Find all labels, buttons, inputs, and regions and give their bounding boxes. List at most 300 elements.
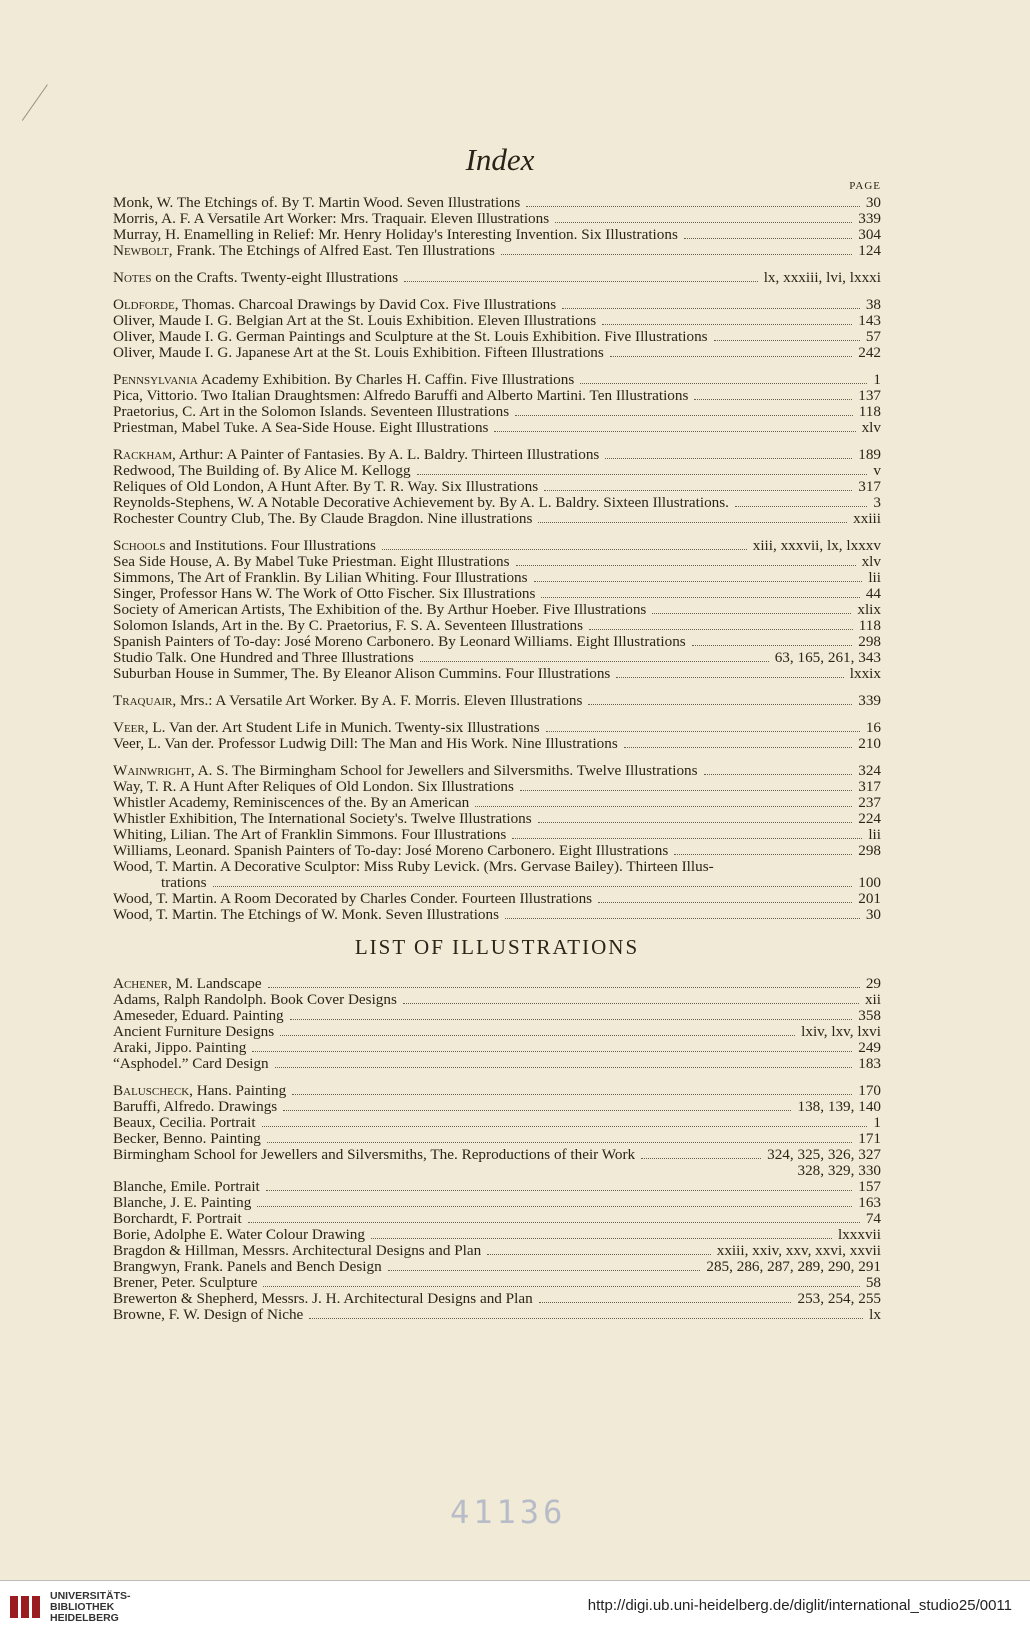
entry-row [113,1115,881,1131]
entry-page: lii [868,826,881,843]
dot-leader [290,1019,853,1020]
entry-group [113,297,881,361]
entry-title [113,479,538,495]
entry-title [113,843,668,859]
dot-leader [610,356,852,357]
entry-row [113,1024,881,1040]
entry-text: Spanish Painters of To-day: José Moreno Carbonero. By Leonard Williams. Eight Illustrations [113,634,686,650]
entry-title [113,495,729,511]
entry-row [113,1227,881,1243]
entry-row [113,372,881,388]
dot-leader [684,238,852,239]
entry-page: 242 [858,344,881,361]
entry-text: , Arthur: A Painter of Fantasies. By A. L. Baldry. Thirteen Illustrations [172,447,600,463]
dot-leader [694,399,852,400]
entry-row [113,270,881,286]
entry-page: lx [869,1305,881,1323]
entry-row [113,666,881,682]
dot-leader [275,1067,853,1068]
entry-title [113,618,583,634]
dot-leader [598,902,852,903]
entry-page: 44 [865,585,881,602]
dot-leader [309,1318,863,1319]
dot-leader [505,918,860,919]
entry-title [113,891,592,907]
entry-page: 74 [865,1209,881,1227]
entry-page: 324, 325, 326, 327 [767,1145,881,1163]
entry-title [113,388,688,404]
entry-row [113,1147,881,1163]
entry-title [113,602,646,618]
entry-row [113,1099,881,1115]
entry-text: , Hans. Painting [189,1082,287,1099]
dot-leader [562,308,860,309]
entry-title [113,779,514,795]
entry-page: 3 [873,494,881,511]
entry-group [113,195,881,259]
entry-group [113,538,881,682]
entry-page: 30 [865,194,881,211]
entry-text: Wood, T. Martin. A Decorative Sculptor: Miss Ruby Levick. (Mrs. Gervase Bailey). Thirteen Illus- [113,859,714,875]
dot-leader [268,987,860,988]
entry-row [113,907,881,923]
dot-leader [420,661,769,662]
dot-leader [403,1003,859,1004]
entry-row [113,329,881,345]
entry-title [113,404,509,420]
continuation-text: trations [161,873,207,891]
entry-row [113,891,881,907]
page-title: Index [465,142,535,177]
entry-row [113,1083,881,1099]
entry-page: 29 [865,974,881,992]
entry-title [113,1195,251,1211]
dot-leader [605,458,852,459]
entry-page: 16 [865,719,881,736]
entry-page: 1 [873,371,881,388]
entry-page: xlv [861,553,881,570]
entry-page: 201 [858,889,881,907]
entry-continuation [113,1163,881,1179]
dot-leader [283,1110,791,1111]
entry-title [113,763,698,779]
entry-text: , Frank. The Etchings of Alfred East. Ten Illustrations [168,243,495,259]
dot-leader [516,565,856,566]
entry-lead-word: Notes [113,270,152,286]
entry-row [113,1307,881,1323]
dot-leader [494,431,855,432]
entry-title [113,1131,261,1147]
entry-group [113,720,881,752]
entry-row [113,570,881,586]
dot-leader [602,324,852,325]
entry-text: Reynolds-Stephens, W. A Notable Decorative Achievement by. By A. L. Baldry. Sixteen Illustrations. [113,495,729,511]
entry-page: 298 [858,633,881,650]
entry-text: Wood, T. Martin. A Room Decorated by Charles Conder. Fourteen Illustrations [113,890,593,907]
entry-text: Beaux, Cecilia. Portrait [113,1114,256,1131]
entry-page: 138, 139, 140 [797,1097,881,1115]
entry-page: 171 [858,1129,881,1147]
entry-title [113,1275,257,1291]
entry-title [113,538,376,554]
entry-text: Araki, Jippo. Painting [113,1039,247,1056]
entry-text: Becker, Benno. Painting [113,1130,261,1147]
dot-leader [252,1051,852,1052]
entry-text: , A. S. The Birmingham School for Jewellers and Silversmiths. Twelve Illustrations [190,763,698,779]
entry-lead-word: Newbolt [113,243,169,259]
entry-title [113,1291,533,1307]
dot-leader [371,1238,832,1239]
illustrations-heading: LIST OF ILLUSTRATIONS [354,934,640,959]
entry-group [113,447,881,527]
entry-text: Brangwyn, Frank. Panels and Bench Design [113,1258,382,1275]
entry-title [113,795,469,811]
entry-row [113,1259,881,1275]
entry-page: 253, 254, 255 [797,1289,881,1307]
entry-title [113,554,510,570]
entry-row [113,992,881,1008]
entry-row [113,720,881,736]
entry-title [113,463,411,479]
entry-continuation [113,875,881,891]
dot-leader [616,677,843,678]
entry-text: Oliver, Maude I. G. German Paintings and Sculpture at the St. Louis Exhibition. Five Illustrations [113,329,708,345]
entry-row [113,554,881,570]
entry-page: 317 [858,778,881,795]
entry-title [113,1115,256,1131]
entry-row [113,650,881,666]
entry-group [113,976,881,1072]
entry-text: Sea Side House, A. By Mabel Tuke Priestman. Eight Illustrations [113,554,510,570]
dot-leader [544,490,852,491]
entry-text: Oliver, Maude I. G. Belgian Art at the St. Louis Exhibition. Eleven Illustrations [113,313,597,329]
entry-text: Whistler Exhibition, The International Society's. Twelve Illustrations [113,811,532,827]
entry-row [113,843,881,859]
entry-title [113,1147,635,1163]
entry-row [113,779,881,795]
entry-page: v [873,462,881,479]
dot-leader [714,340,860,341]
entry-page: 137 [858,387,881,404]
dot-leader [624,747,852,748]
entry-page: 143 [858,312,881,329]
entry-text: “Asphodel.” Card Design [113,1055,269,1072]
entry-row [113,447,881,463]
continuation-page: 100 [858,873,881,891]
dot-leader [388,1270,701,1271]
entry-title [113,720,540,736]
entry-text: Blanche, Emile. Portrait [113,1178,260,1195]
dot-leader [539,1302,792,1303]
entry-page: 118 [858,403,881,420]
dot-leader [538,822,853,823]
entry-text: Veer, L. Van der. Professor Ludwig Dill: The Man and His Work. Nine Illustrations [113,736,618,752]
entry-group [113,763,881,923]
entry-row [113,1056,881,1072]
entry-page: 339 [858,692,881,709]
entry-title [113,1179,260,1195]
dot-leader [404,281,758,282]
entry-title [113,1040,246,1056]
entry-text: Monk, W. The Etchings of. By T. Martin Wood. Seven Illustrations [113,195,521,211]
source-url[interactable]: http://digi.ub.uni-heidelberg.de/diglit/international_studio25/0011 [587,1597,1012,1614]
dot-leader [280,1035,795,1036]
dot-leader [538,522,847,523]
entry-row [113,1243,881,1259]
entry-row [113,297,881,313]
dot-leader [292,1094,852,1095]
entry-page: 317 [858,478,881,495]
entry-text: Browne, F. W. Design of Niche [113,1306,304,1323]
entry-title [113,1083,286,1099]
entry-page: 38 [865,296,881,313]
dot-leader [541,597,859,598]
entry-page: 249 [858,1038,881,1056]
entry-page: 304 [858,226,881,243]
entry-row [113,586,881,602]
library-line: HEIDELBERG [50,1612,119,1624]
dot-leader [641,1158,761,1159]
entry-row [113,345,881,361]
index-content [113,180,881,1334]
entry-page: 324 [858,762,881,779]
entry-text: Williams, Leonard. Spanish Painters of To-day: José Moreno Carbonero. Eight Illustrations [113,843,669,859]
entry-row [113,404,881,420]
entry-lead-word: Rackham [113,447,173,463]
index-list [113,195,881,923]
entry-title [113,243,495,259]
dot-leader [382,549,747,550]
entry-page: 285, 286, 287, 289, 290, 291 [706,1257,881,1275]
dot-leader [526,206,860,207]
entry-page: lii [868,569,881,586]
entry-row [113,1131,881,1147]
entry-page: 1 [873,1113,881,1131]
entry-title [113,1099,277,1115]
dot-leader [213,886,853,887]
entry-page: lxiv, lxv, lxvi [801,1022,881,1040]
entry-text: Academy Exhibition. By Charles H. Caffin. Five Illustrations [197,372,575,388]
entry-text: Solomon Islands, Art in the. By C. Praetorius, F. S. A. Seventeen Illustrations [113,618,584,634]
dot-leader [417,474,868,475]
entry-page: 58 [865,1273,881,1291]
entry-row [113,811,881,827]
pencil-mark [22,84,69,136]
entry-text: on the Crafts. Twenty-eight Illustrations [151,270,399,286]
entry-row [113,602,881,618]
library-line: UNIVERSITÄTS- [50,1590,131,1602]
entry-row [113,1211,881,1227]
entry-lead-word: Traquair [113,693,173,709]
entry-page: 358 [858,1006,881,1024]
dot-leader [266,1190,852,1191]
entry-lead-word: Oldforde [113,297,175,313]
entry-title [113,227,678,243]
entry-page: xxiii, xxiv, xxv, xxvi, xxvii [716,1241,881,1259]
continuation-page: 328, 329, 330 [797,1161,881,1179]
entry-title [113,1008,284,1024]
entry-page: 63, 165, 261, 343 [774,649,881,666]
library-line: BIBLIOTHEK [50,1601,115,1613]
entry-row [113,795,881,811]
entry-row [113,243,881,259]
entry-title [113,345,604,361]
entry-lead-word: Schools [113,538,166,554]
entry-title [113,859,714,875]
entry-title [113,420,488,436]
entry-row [113,313,881,329]
illustrations-list [113,976,881,1323]
entry-text: Borie, Adolphe E. Water Colour Drawing [113,1226,365,1243]
entry-page: xxiii [853,510,881,527]
entry-group [113,1083,881,1323]
entry-row [113,227,881,243]
inventory-stamp: 41136 [450,1493,567,1531]
entry-title [113,1307,303,1323]
entry-text: Simmons, The Art of Franklin. By Lilian Whiting. Four Illustrations [113,570,528,586]
entry-title [113,1211,242,1227]
dot-leader [267,1142,852,1143]
entry-title [113,1243,481,1259]
entry-text: Birmingham School for Jewellers and Silversmiths, The. Reproductions of their Work [113,1146,636,1163]
dot-leader [588,704,852,705]
entry-text: Adams, Ralph Randolph. Book Cover Designs [113,991,397,1008]
library-logo-icon [8,1592,42,1622]
entry-title [113,907,499,923]
entry-page: 237 [858,794,881,811]
entry-row [113,1275,881,1291]
entry-title [113,372,574,388]
entry-text: , Thomas. Charcoal Drawings by David Cox. Five Illustrations [174,297,557,313]
library-name [50,1591,131,1624]
dot-leader [487,1254,710,1255]
dot-leader [515,415,853,416]
entry-text: Morris, A. F. A Versatile Art Worker: Mrs. Traquair. Eleven Illustrations [113,211,550,227]
dot-leader [262,1126,868,1127]
dot-leader [580,383,867,384]
entry-group [113,693,881,709]
entry-text: Pica, Vittorio. Two Italian Draughtsmen: Alfredo Baruffi and Alberto Martini. Ten Illustrations [113,388,689,404]
entry-text: Priestman, Mabel Tuke. A Sea-Side House. Eight Illustrations [113,420,489,436]
entry-lead-word: Veer [113,720,145,736]
entry-text: Brener, Peter. Sculpture [113,1274,258,1291]
entry-page: 170 [858,1081,881,1099]
entry-text: Singer, Professor Hans W. The Work of Otto Fischer. Six Illustrations [113,586,536,602]
dot-leader [263,1286,859,1287]
dot-leader [475,806,852,807]
entry-title [113,211,549,227]
entry-text: Ancient Furniture Designs [113,1023,275,1040]
entry-row [113,1195,881,1211]
dot-leader [501,254,852,255]
entry-text: Brewerton & Shepherd, Messrs. J. H. Architectural Designs and Plan [113,1290,533,1307]
dot-leader [257,1206,852,1207]
entry-title [113,650,414,666]
entry-title [113,811,532,827]
entry-row [113,463,881,479]
entry-page: 183 [858,1054,881,1072]
entry-page: 118 [858,617,881,634]
entry-row [113,479,881,495]
entry-row [113,195,881,211]
entry-lead-word: Baluscheck [113,1082,190,1099]
dot-leader [674,854,852,855]
entry-text: Praetorius, C. Art in the Solomon Islands. Seventeen Illustrations [113,404,510,420]
entry-lead-word: Achener [113,975,168,992]
entry-text: Whistler Academy, Reminiscences of the. By an American [113,795,470,811]
entry-page: 163 [858,1193,881,1211]
entry-title [113,1259,382,1275]
entry-text: Bragdon & Hillman, Messrs. Architectural Designs and Plan [113,1242,482,1259]
entry-text: Blanche, J. E. Painting [113,1194,252,1211]
entry-row [113,693,881,709]
footer-bar [0,1580,1030,1632]
entry-text: Borchardt, F. Portrait [113,1210,242,1227]
entry-page: 30 [865,905,881,923]
entry-title [113,634,686,650]
entry-row [113,1040,881,1056]
entry-title [113,511,532,527]
entry-title [113,992,397,1008]
dot-leader [248,1222,860,1223]
entry-title [113,666,610,682]
entry-row [113,827,881,843]
entry-title [113,270,398,286]
entry-row [113,511,881,527]
entry-text: , L. Van der. Art Student Life in Munich. Twenty-six Illustrations [144,720,540,736]
entry-page: lxxix [849,665,881,682]
entry-text: Society of American Artists, The Exhibition of the. By Arthur Hoeber. Five Illustrations [113,602,647,618]
entry-row [113,859,881,875]
entry-page: 189 [858,446,881,463]
dot-leader [534,581,863,582]
entry-title [113,329,708,345]
entry-text: Whiting, Lilian. The Art of Franklin Simmons. Four Illustrations [113,827,507,843]
entry-lead-word: Wainwright [113,763,191,779]
entry-row [113,420,881,436]
page-column-header: PAGE [849,180,881,192]
entry-title [113,1227,365,1243]
entry-page: xiii, xxxvii, lx, lxxxv [752,537,881,554]
entry-title [113,313,596,329]
entry-title [113,297,556,313]
entry-text: Way, T. R. A Hunt After Reliques of Old London. Six Illustrations [113,779,514,795]
entry-row [113,634,881,650]
dot-leader [652,613,851,614]
entry-title [113,1024,274,1040]
entry-page: 339 [858,210,881,227]
dot-leader [735,506,867,507]
dot-leader [704,774,853,775]
entry-row [113,1008,881,1024]
entry-page: 57 [865,328,881,345]
entry-row [113,976,881,992]
entry-text: Rochester Country Club, The. By Claude Bragdon. Nine illustrations [113,511,533,527]
entry-page: xii [864,990,881,1008]
entry-page: 124 [858,242,881,259]
entry-text: Murray, H. Enamelling in Relief: Mr. Henry Holiday's Interesting Invention. Six Illustrations [113,227,678,243]
entry-row [113,763,881,779]
entry-text: Redwood, The Building of. By Alice M. Kellogg [113,463,411,479]
entry-row [113,618,881,634]
entry-page: xlv [861,419,881,436]
entry-title [113,447,599,463]
entry-text: Studio Talk. One Hundred and Three Illustrations [113,650,414,666]
entry-title [113,195,520,211]
dot-leader [589,629,853,630]
entry-text: Oliver, Maude I. G. Japanese Art at the St. Louis Exhibition. Fifteen Illustrations [113,345,604,361]
dot-leader [520,790,852,791]
